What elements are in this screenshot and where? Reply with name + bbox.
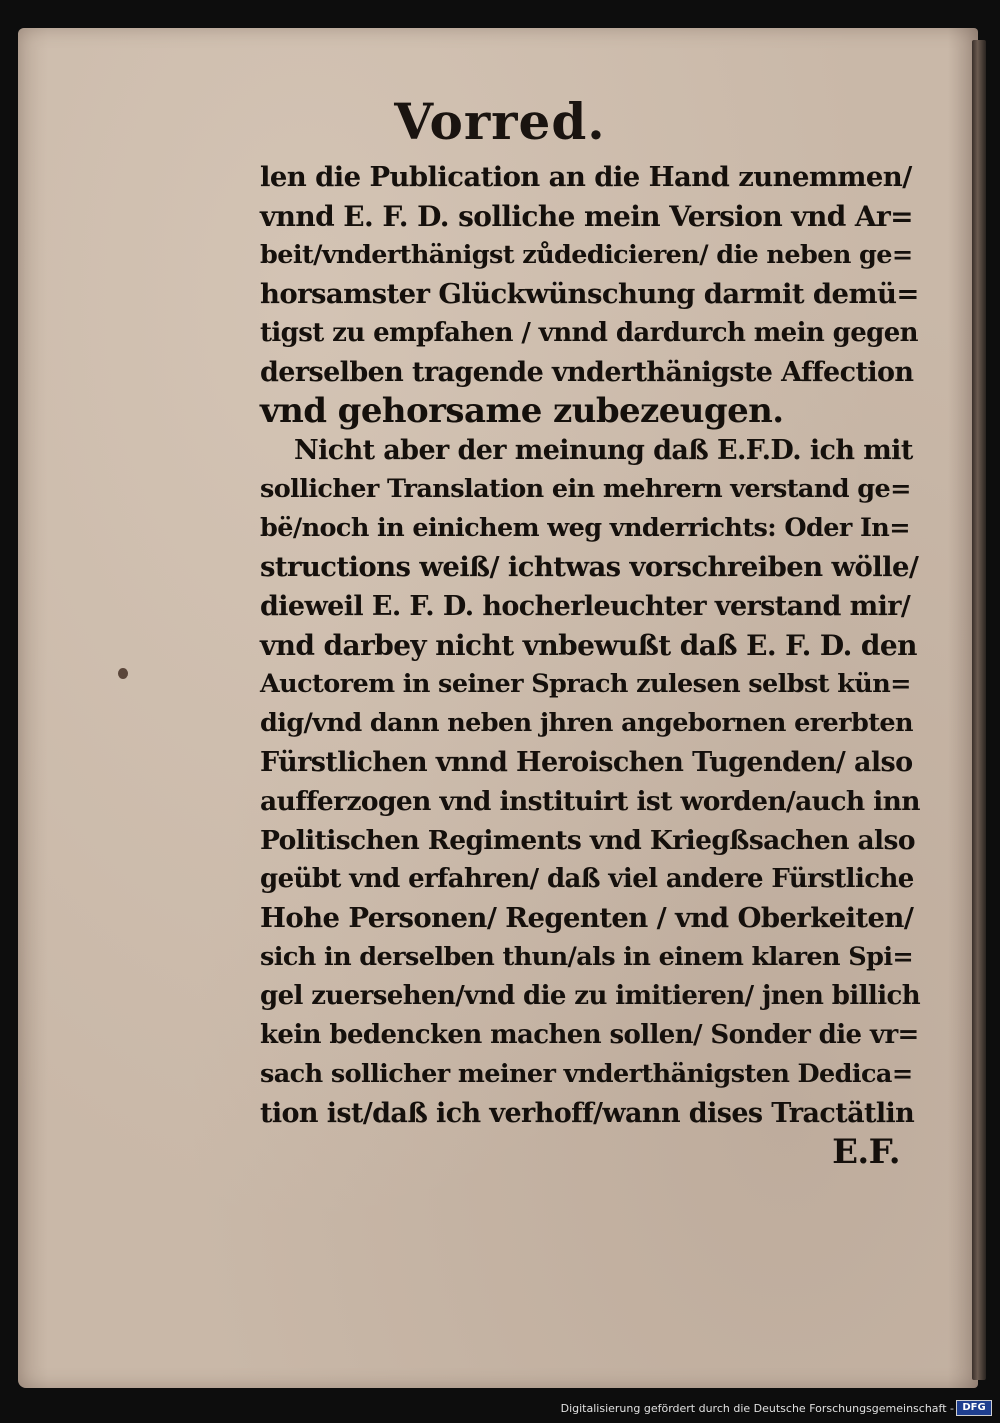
text-line: bë/noch in einichem weg vnderrichts: Oder In= [260, 513, 911, 543]
text-line: geübt vnd erfahren/ daß viel andere Fürstliche [260, 864, 914, 894]
text-line: kein bedencken machen sollen/ Sonder die vr= [260, 1020, 919, 1050]
text-line: gel zuersehen/vnd die zu imitieren/ jnen billich [260, 981, 921, 1011]
text-line: structions weiß/ ichtwas vorschreiben wölle/ [260, 551, 919, 583]
page-header: Vorred. [394, 92, 606, 151]
text-line: Hohe Personen/ Regenten / vnd Oberkeiten/ [260, 902, 914, 934]
text-line: sich in derselben thun/als in einem klaren Spi= [260, 942, 914, 972]
text-line: vnd darbey nicht vnbewußt daß E. F. D. den [260, 629, 917, 662]
text-line: dig/vnd dann neben jhren angebornen ererbten [260, 708, 913, 738]
footer-credit: Digitalisierung gefördert durch die Deutsche Forschungsgemeinschaft - [560, 1402, 954, 1415]
text-line: sach sollicher meiner vnderthänigsten Dedica= [260, 1059, 913, 1089]
text-line: aufferzogen vnd instituirt ist worden/auch inn [260, 786, 920, 817]
text-line: Fürstlichen vnnd Heroischen Tugenden/ also [260, 747, 913, 778]
page-edge [972, 40, 986, 1380]
catchword: E.F. [832, 1132, 900, 1172]
body-text [260, 158, 920, 1172]
text-line: tigst zu empfahen / vnnd dardurch mein gegen [260, 318, 918, 348]
footer-bar [0, 1397, 1000, 1421]
text-line: sollicher Translation ein mehrern verstand ge= [260, 474, 911, 504]
text-line: derselben tragende vnderthänigste Affection [260, 357, 914, 388]
text-line: len die Publication an die Hand zunemmen/ [260, 161, 912, 193]
ink-stain [118, 668, 128, 679]
text-line: Politischen Regiments vnd Kriegßsachen also [260, 825, 915, 856]
text-line: vnd gehorsame zubezeugen. [260, 391, 784, 431]
text-line: beit/vnderthänigst zůdedicieren/ die neben ge= [260, 240, 913, 270]
text-line: Auctorem in seiner Sprach zulesen selbst kün= [260, 669, 911, 699]
text-line: dieweil E. F. D. hocherleuchter verstand mir/ [260, 591, 911, 622]
text-line: vnnd E. F. D. solliche mein Version vnd Ar= [260, 200, 913, 233]
text-line: horsamster Glückwünschung darmit demü= [260, 278, 919, 310]
text-line: tion ist/daß ich verhoff/wann dises Tractätlin [260, 1098, 915, 1129]
dfg-logo: DFG [956, 1400, 992, 1416]
text-line: Nicht aber der meinung daß E.F.D. ich mit [294, 435, 913, 466]
